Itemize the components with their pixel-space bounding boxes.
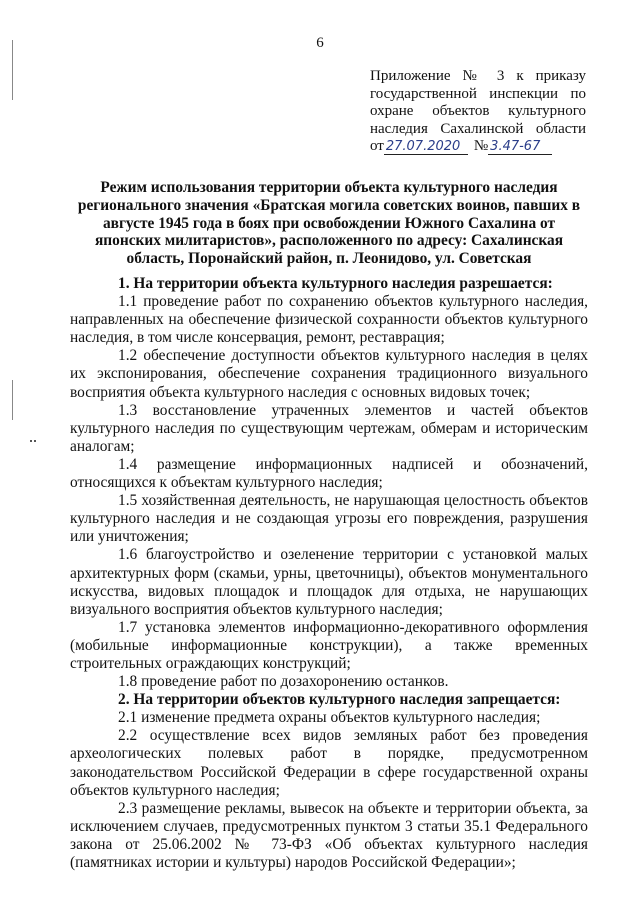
document-body	[70, 275, 588, 872]
section-item: 1.4 размещение информационных надписей и обозначений, относящихся к объектам культурного наследия;	[70, 455, 588, 492]
section-item: 1.6 благоустройство и озеленение территории с установкой малых архитектурных форм (скамьи, урны, цветочницы), объектов монументального искусства, видовых площадок и площадок для отдыха, не нарушающих визуального восприятия объектов культурного наследия;	[70, 546, 588, 618]
scan-margin-mark	[12, 380, 13, 420]
section-item: 2.3 размещение рекламы, вывесок на объекте и территории объекта, за исключением случаев, предусмотренных пунктом 3 статьи 35.1 Федерального закона от 25.06.2002 № 73-ФЗ «Об объектах культурного наследия (памятниках истории и культуры) народов Российской Федерации»;	[70, 799, 588, 871]
section-heading: 1. На территории объекта культурного наследия разрешается:	[118, 275, 553, 292]
scan-margin-mark	[12, 40, 13, 100]
section-item: 2.2 осуществление всех видов земляных работ без проведения археологических полевых работ в порядке, предусмотренном законодательством Российской Федерации в сфере государственной охраны объектов культурного наследия;	[70, 727, 588, 799]
section-item: 1.1 проведение работ по сохранению объектов культурного наследия, направленных на обеспечение физической сохранности объектов культурного наследия, в том числе консервация, ремонт, реставрация;	[70, 293, 588, 347]
number-label: №	[473, 138, 489, 154]
appendix-line: государственной инспекции по	[370, 85, 586, 102]
scan-dot-mark	[30, 440, 32, 442]
appendix-block	[370, 68, 586, 156]
order-reference	[370, 138, 586, 156]
section-item: 1.7 установка элементов информационно-декоративного оформления (мобильные информационные конструкции), а также временных строительных ограждающих конструкций;	[70, 618, 588, 672]
document-title: Режим использования территории объекта культурного наследия регионального значения «Братская могила советских воинов, павших в августе 1945 года в боях при освобождении Южного Сахалина от японских милитаристов», расположенного по адресу: Сахалинская область, Поронайский район, п. Леонидово, ул. Советская	[77, 179, 581, 268]
section-item: 1.5 хозяйственная деятельность, не нарушающая целостность объектов культурного наследия и не создающая угрозы его повреждения, разрушения или уничтожения;	[70, 492, 588, 546]
appendix-line: охране объектов культурного	[370, 103, 586, 119]
handwritten-number: 3.47-67	[488, 140, 552, 155]
appendix-line: Приложение № 3 к приказу	[370, 68, 586, 84]
page-number: 6	[316, 35, 324, 51]
appendix-line: наследия Сахалинской области	[370, 120, 586, 137]
section-item: 1.3 восстановление утраченных элементов и частей объектов культурного наследия по существующим чертежам, обмерам и историческим аналогам;	[70, 401, 588, 455]
section-item: 2.1 изменение предмета охраны объектов культурного наследия;	[118, 709, 541, 727]
section-heading: 2. На территории объектов культурного наследия запрещается:	[118, 691, 561, 709]
section-item: 1.2 обеспечение доступности объектов культурного наследия в целях их экспонирования, обеспечение сохранения традиционного визуального восприятия объекта культурного наследия с основных видовых точек;	[70, 347, 588, 401]
section-item: 1.8 проведение работ по дозахоронению останков.	[118, 673, 449, 691]
from-label: от	[370, 138, 384, 154]
handwritten-date: 27.07.2020	[384, 140, 468, 155]
scan-dot-mark	[34, 440, 36, 442]
